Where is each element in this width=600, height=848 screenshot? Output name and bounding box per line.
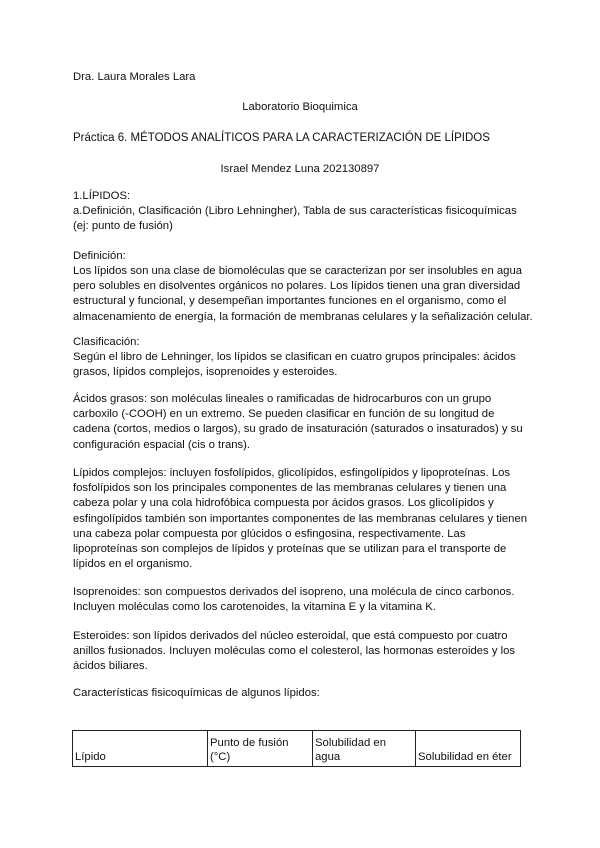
steroids-text: Esteroides: son lípidos derivados del núcleo esteroidal, que está compuesto por cuatro anillos fusionados. Incluyen moléculas como el colesterol, las hormonas esteroides y los ácidos biliares. bbox=[73, 630, 516, 673]
table-header-row bbox=[73, 731, 521, 767]
definition-heading: Definición: bbox=[73, 250, 126, 262]
definition-text: Los lípidos son una clase de biomoléculas que se caracterizan por ser insolubles en agua pero solubles en disolventes orgánicos no polares. Los lípidos tienen una gran diversidad estructural y funcional, y desempeñan importantes funciones en el organismo, como el almacenamiento de energía, la formación de membranas celulares y la señalización celular. bbox=[73, 265, 533, 323]
lipids-table bbox=[72, 730, 521, 767]
section-subtitle-text: a.Definición, Clasificación (Libro Lehningher), Tabla de sus características fisicoquímicas (ej: punto de fusión) bbox=[73, 205, 517, 233]
complex-lipids-text: Lípidos complejos: incluyen fosfolípidos, glicolípidos, esfingolípidos y lipoproteínas. Los fosfolípidos son los principales componentes de las membranas celulares y tienen una cabeza polar y una cola hidrofóbica compuesta por ácidos grasos. Los glicolípidos y esfingolípidos también son importantes componentes de las membranas celulares y tienen una cabeza polar compuesta por glúcidos o esfingosina, respectivamente. Las lipoproteínas son complejos de lípidos y proteínas que se utilizan para el transporte de lípidos en el organismo. bbox=[73, 467, 528, 571]
classification-text: Según el libro de Lehninger, los lípidos se clasifican en cuatro grupos principales: ácidos grasos, lípidos complejos, isoprenoides y esteroides. bbox=[73, 351, 516, 379]
isoprenoids-paragraph bbox=[73, 585, 533, 615]
table-header-cell: Solubilidad en agua bbox=[313, 731, 416, 767]
table-header-cell: Punto de fusión (°C) bbox=[208, 731, 313, 767]
isoprenoids-text: Isoprenoides: son compuestos derivados del isopreno, una molécula de cinco carbonos. Incluyen moléculas como los carotenoides, la vitamina E y la vitamina K. bbox=[73, 586, 515, 614]
fatty-acids-paragraph bbox=[73, 392, 533, 453]
classification-paragraph bbox=[73, 350, 533, 380]
practice-title: Práctica 6. MÉTODOS ANALÍTICOS PARA LA CARACTERIZACIÓN DE LÍPIDOS bbox=[73, 132, 490, 144]
student-name: Israel Mendez Luna 202130897 bbox=[220, 163, 380, 175]
classification-heading: Clasificación: bbox=[73, 336, 140, 348]
section-title: 1.LÍPIDOS: bbox=[73, 190, 131, 202]
table-header-cell: Lípido bbox=[73, 731, 208, 767]
fatty-acids-text: Ácidos grasos: son moléculas lineales o ramificadas de hidrocarburos con un grupo carboxilo (-COOH) en un extremo. Se pueden clasificar en función de su longitud de cadena (cortos, medios o largos), su grado de insaturación (saturados o insaturados) y su configuración espacial (cis o trans). bbox=[73, 393, 523, 451]
teacher-name: Dra. Laura Morales Lara bbox=[73, 71, 196, 83]
table-intro: Características fisicoquímicas de algunos lípidos: bbox=[73, 687, 320, 699]
section-subtitle bbox=[73, 204, 533, 234]
steroids-paragraph bbox=[73, 629, 533, 675]
lab-name: Laboratorio Bioquimica bbox=[242, 101, 358, 113]
complex-lipids-paragraph bbox=[73, 466, 533, 572]
table-header-cell: Solubilidad en éter bbox=[416, 731, 521, 767]
definition-paragraph bbox=[73, 264, 533, 325]
